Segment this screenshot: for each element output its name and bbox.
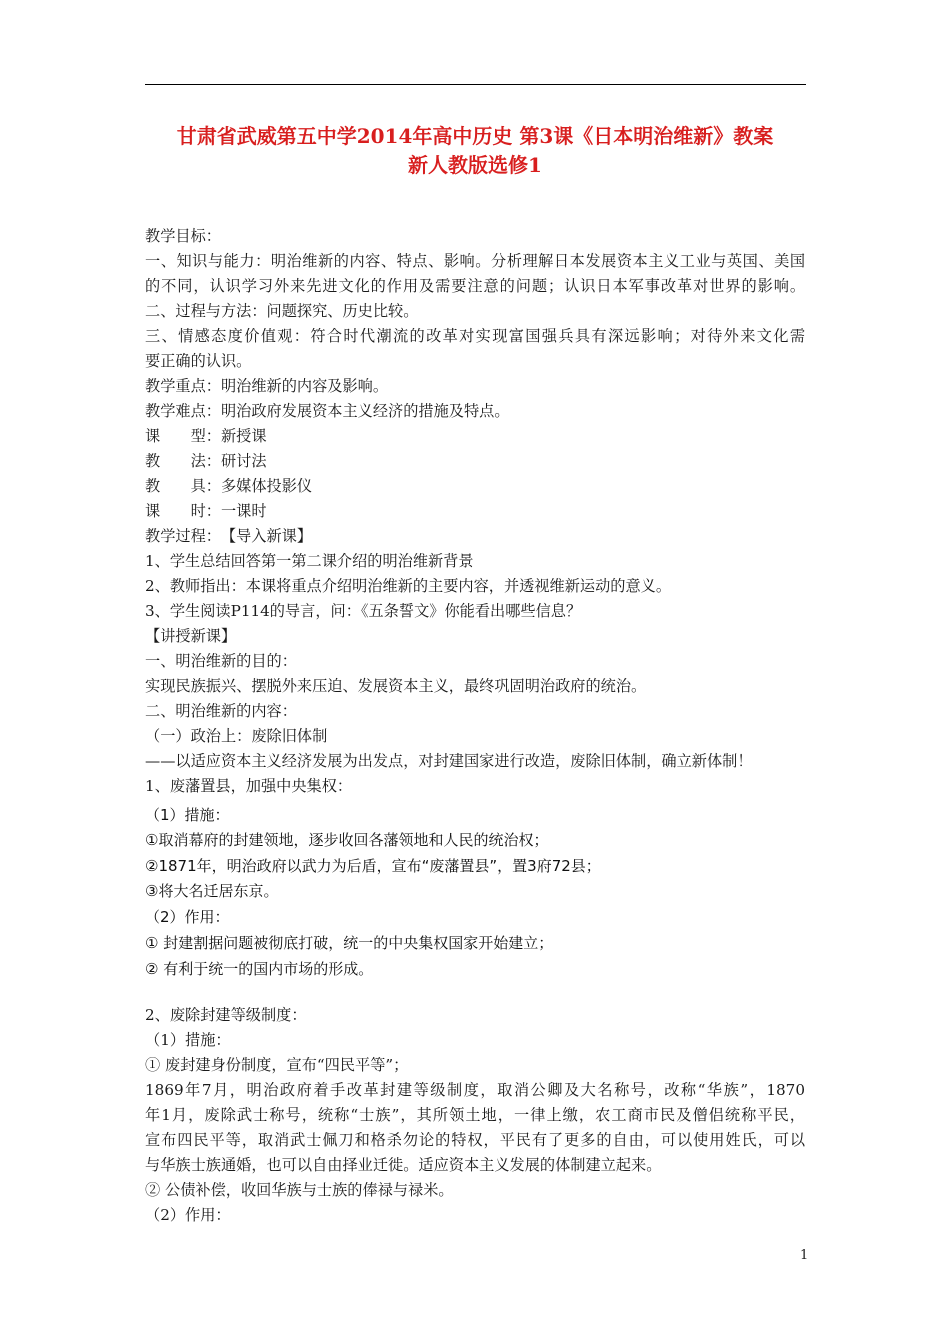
text-line: （2）作用： bbox=[145, 1206, 231, 1224]
text-line: ② 公债补偿，收回华族与士族的俸禄与禄米。 bbox=[145, 1181, 454, 1199]
text-line: 课 时：一课时 bbox=[145, 502, 267, 520]
embedded-text-line: ③将大名迁居东京。 bbox=[145, 882, 279, 900]
text-line: 教学目标： bbox=[145, 227, 221, 245]
text-line: 教 法：研讨法 bbox=[145, 452, 267, 470]
text-line: 三、情感态度价值观：符合时代潮流的改革对实现富国强兵具有深远影响；对待外来文化需 bbox=[145, 327, 805, 345]
text-line: 2、废除封建等级制度： bbox=[145, 1006, 307, 1024]
text-line: 与华族士族通婚，也可以自由择业迁徙。适应资本主义发展的体制建立起来。 bbox=[145, 1156, 662, 1174]
text-line: ——以适应资本主义经济发展为出发点，对封建国家进行改造，废除旧体制，确立新体制！ bbox=[145, 752, 753, 770]
text-line: 实现民族振兴、摆脱外来压迫、发展资本主义，最终巩固明治政府的统治。 bbox=[145, 677, 647, 695]
text-line: 的不同，认识学习外来先进文化的作用及需要注意的问题；认识日本军事改革对世界的影响。 bbox=[145, 277, 805, 295]
text-line: ① 废封建身份制度，宣布“四民平等”； bbox=[145, 1056, 409, 1074]
text-line: 教 具：多媒体投影仪 bbox=[145, 477, 313, 495]
embedded-text-line: ①取消幕府的封建领地，逐步收回各藩领地和人民的统治权； bbox=[145, 831, 549, 849]
embedded-text-line: ②1871年，明治政府以武力为后盾，宣布“废藩置县”，置3府72县； bbox=[145, 857, 601, 875]
text-line: 二、过程与方法：问题探究、历史比较。 bbox=[145, 302, 419, 320]
text-line: 二、明治维新的内容： bbox=[145, 702, 297, 720]
text-line: 一、知识与能力：明治维新的内容、特点、影响。分析理解日本发展资本主义工业与英国、美国 bbox=[145, 252, 805, 270]
text-line: 年1月，废除武士称号，统称“士族”，其所领土地，一律上缴，农工商市民及僧侣统称平民， bbox=[145, 1106, 805, 1124]
text-line: 教学难点：明治政府发展资本主义经济的措施及特点。 bbox=[145, 402, 510, 420]
text-line: 1、废藩置县，加强中央集权： bbox=[145, 777, 353, 795]
header-rule bbox=[145, 84, 806, 85]
text-line: 要正确的认识。 bbox=[145, 352, 252, 370]
text-line: 教学过程： 【导入新课】 bbox=[145, 527, 313, 545]
text-line: （一）政治上：废除旧体制 bbox=[145, 727, 328, 745]
embedded-text-line: ② 有利于统一的国内市场的形成。 bbox=[145, 960, 374, 978]
embedded-text-line: （1）措施： bbox=[145, 806, 230, 824]
text-line: 1869年7月，明治政府着手改革封建等级制度，取消公卿及大名称号，改称“华族”，1870 bbox=[145, 1081, 805, 1099]
page-number: 1 bbox=[800, 1248, 809, 1263]
text-line: 课 型：新授课 bbox=[145, 427, 267, 445]
text-line: 宣布四民平等，取消武士佩刀和格杀勿论的特权，平民有了更多的自由，可以使用姓氏，可以 bbox=[145, 1131, 805, 1149]
text-line: 一、明治维新的目的： bbox=[145, 652, 297, 670]
text-line: 【讲授新课】 bbox=[145, 627, 237, 645]
document-title-line2: 新人教版选修1 bbox=[408, 153, 542, 177]
text-line: 1、学生总结回答第一第二课介绍的明治维新背景 bbox=[145, 552, 474, 570]
embedded-text-line: ① 封建割据问题被彻底打破，统一的中央集权国家开始建立； bbox=[145, 934, 554, 952]
text-line: （1）措施： bbox=[145, 1031, 231, 1049]
document-title-line1: 甘肃省武威第五中学2014年高中历史 第3课《日本明治维新》教案 bbox=[176, 124, 774, 148]
text-line: 2、教师指出：本课将重点介绍明治维新的主要内容，并透视维新运动的意义。 bbox=[145, 577, 672, 595]
text-line: 教学重点：明治维新的内容及影响。 bbox=[145, 377, 388, 395]
embedded-text-line: （2）作用： bbox=[145, 908, 230, 926]
text-line: 3、学生阅读P114的导言，问：《五条誓文》你能看出哪些信息？ bbox=[145, 602, 582, 620]
